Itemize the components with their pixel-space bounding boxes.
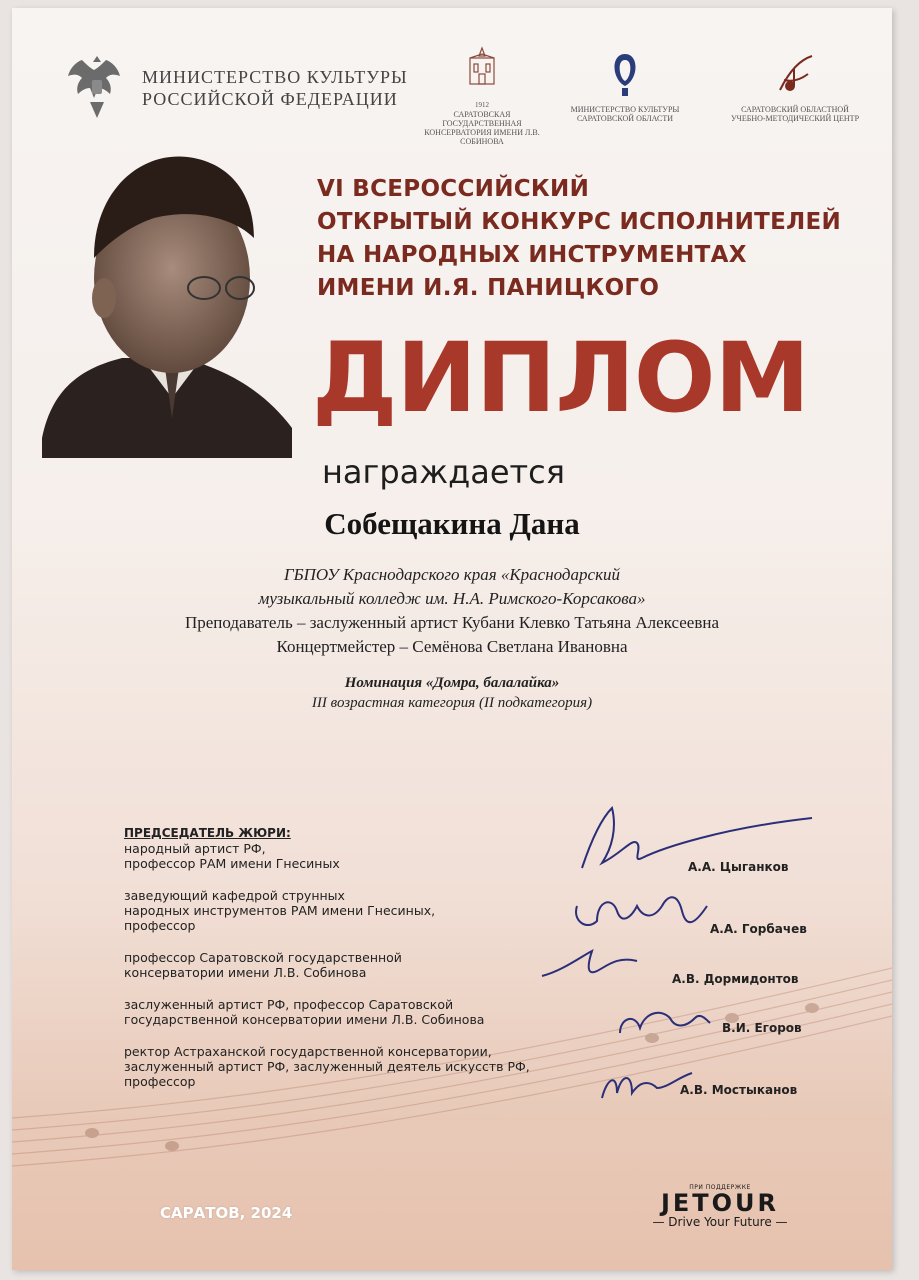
jury-member-desc — [124, 950, 554, 980]
accompanist-line: Концертмейстер – Семёнова Светлана Ивановна — [276, 637, 628, 656]
category-line: III возрастная категория (II подкатегория) — [311, 695, 593, 711]
ministry-rf-text — [142, 66, 432, 110]
sponsor-logo — [630, 1184, 810, 1229]
jury-desc-line: заведующий кафедрой струнных — [124, 888, 345, 903]
ministry-rf-line1: МИНИСТЕРСТВО КУЛЬТУРЫ — [142, 67, 408, 87]
signature-gorbachev — [567, 886, 717, 946]
signature-tsygankov — [572, 798, 822, 888]
music-note-swirl-icon — [770, 50, 820, 100]
diploma-sheet — [12, 8, 892, 1270]
ministry-rf-line2: РОССИЙСКОЙ ФЕДЕРАЦИИ — [142, 89, 398, 109]
jury-desc-line: профессор — [124, 1074, 196, 1089]
jury-member-desc — [124, 888, 554, 933]
jury-desc-line: профессор — [124, 918, 196, 933]
city-year: САРАТОВ, 2024 — [160, 1204, 293, 1222]
portrait-panitsky — [32, 138, 302, 458]
conservatory-building-icon — [462, 46, 502, 96]
sponsor-label: ПРИ ПОДДЕРЖКЕ — [689, 1184, 751, 1191]
jury-desc-line: консерватории имени Л.В. Собинова — [124, 965, 367, 980]
jury-desc-line: народный артист РФ, — [124, 841, 266, 856]
nomination-line: Номинация «Домра, балалайка» — [344, 675, 560, 691]
jury-member-desc — [124, 841, 554, 871]
jury-name-tsygankov: А.А. Цыганков — [688, 860, 789, 874]
sponsor-slogan: — Drive Your Future — — [652, 1215, 788, 1229]
jury-name-mostykanov: А.В. Мостыканов — [680, 1083, 798, 1097]
ministry-culture-rf-logo — [62, 46, 432, 126]
jury-name-egorov: В.И. Егоров — [722, 1021, 802, 1035]
signature-egorov — [610, 1003, 720, 1048]
lyre-icon — [610, 50, 640, 100]
institution-line2: музыкальный колледж им. Н.А. Римского-Корсакова» — [258, 589, 646, 608]
regional-ministry-name: МИНИСТЕРСТВО КУЛЬТУРЫ САРАТОВСКОЙ ОБЛАСТИ — [570, 105, 680, 123]
conservatory-name: САРАТОВСКАЯ ГОСУДАРСТВЕННАЯ КОНСЕРВАТОРИЯ ИМЕНИ Л.В. СОБИНОВА — [424, 110, 540, 146]
competition-heading — [317, 173, 877, 305]
jury-desc-line: профессор РАМ имени Гнесиных — [124, 856, 340, 871]
sponsor-brand: JETOUR — [660, 1189, 780, 1217]
jury-member-desc — [124, 997, 554, 1027]
teacher-line: Преподаватель – заслуженный артист Кубани Клевко Татьяна Алексеевна — [184, 613, 720, 632]
jury-desc-line: народных инструментов РАМ имени Гнесиных, — [124, 903, 436, 918]
jury-desc-line: заслуженный артист РФ, профессор Саратовской — [124, 997, 454, 1012]
awarded-label: награждается — [322, 453, 565, 491]
conservatory-logo — [417, 46, 547, 146]
method-center-logo — [730, 50, 860, 123]
jury-chair-label: ПРЕДСЕДАТЕЛЬ ЖЮРИ: — [124, 826, 291, 840]
jury-name-gorbachev: А.А. Горбачев — [710, 922, 807, 936]
recipient-name: Собещакина Дана — [324, 506, 580, 541]
heading-line4: ИМЕНИ И.Я. ПАНИЦКОГО — [317, 275, 660, 301]
jury-desc-line: заслуженный артист РФ, заслуженный деятель искусств РФ, — [124, 1059, 530, 1074]
signature-dormidontov — [537, 946, 657, 991]
jury-desc-line: ректор Астраханской государственной консерватории, — [124, 1044, 492, 1059]
heading-line2: ОТКРЫТЫЙ КОНКУРС ИСПОЛНИТЕЛЕЙ — [317, 209, 842, 235]
regional-ministry-logo — [560, 50, 690, 123]
jury-desc-line: государственной консерватории имени Л.В. Собинова — [124, 1012, 485, 1027]
diploma-title: ДИПЛОМ — [312, 322, 810, 434]
method-center-name: САРАТОВСКИЙ ОБЛАСТНОЙ УЧЕБНО-МЕТОДИЧЕСКИЙ ЦЕНТР — [730, 105, 860, 123]
heading-line3: НА НАРОДНЫХ ИНСТРУМЕНТАХ — [317, 242, 747, 268]
double-headed-eagle-icon — [62, 46, 132, 124]
institution-line1: ГБПОУ Краснодарского края «Краснодарский — [283, 565, 621, 584]
jury-desc-line: профессор Саратовской государственной — [124, 950, 402, 965]
conservatory-year: 1912 — [475, 101, 489, 109]
jury-name-dormidontov: А.В. Дормидонтов — [672, 972, 799, 986]
heading-line1: VI ВСЕРОССИЙСКИЙ — [317, 176, 590, 202]
jury-member-desc — [124, 1044, 554, 1089]
jury-list — [124, 826, 554, 1106]
